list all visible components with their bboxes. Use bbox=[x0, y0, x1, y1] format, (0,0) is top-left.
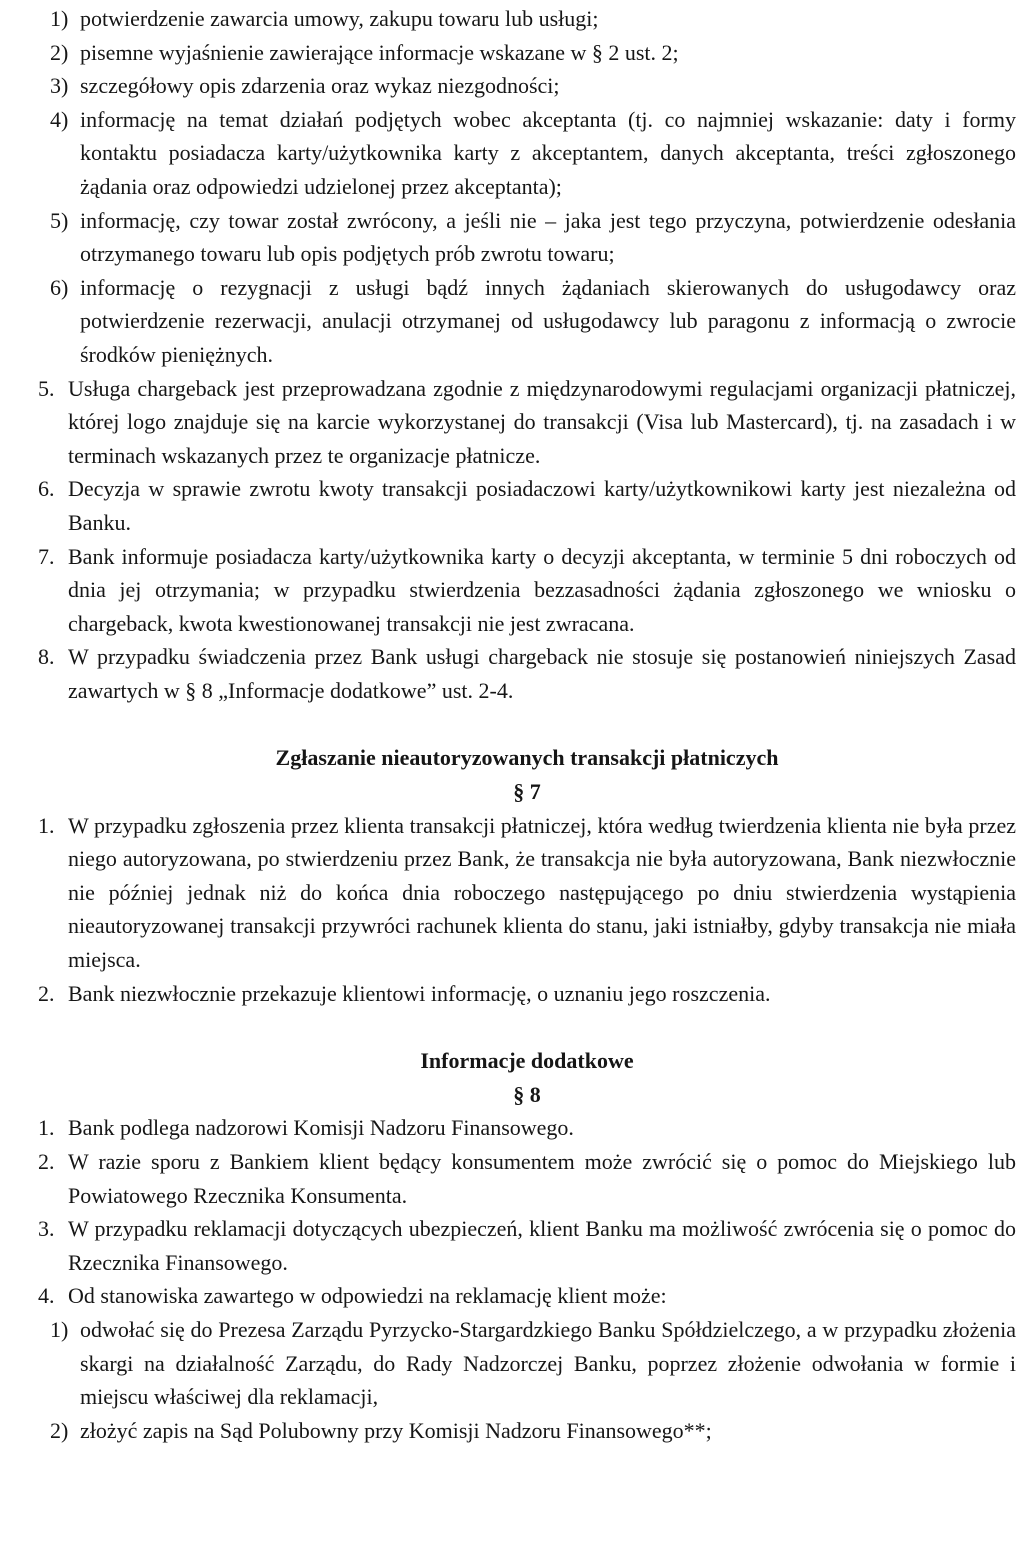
list-item-text: Decyzja w sprawie zwrotu kwoty transakcji posiadaczowi karty/użytkownikowi karty jest niezależna od Banku. bbox=[68, 476, 1016, 535]
list-item-number: 2. bbox=[38, 1149, 55, 1174]
appeal-options-list bbox=[38, 1313, 1016, 1447]
list-item-text: informację o rezygnacji z usługi bądź innych żądaniach skierowanych do usługodawcy oraz potwierdzenie rezerwacji, anulacji otrzymanej od usługodawcy lub paragonu z informacją o zwrocie środków pieniężnych. bbox=[80, 274, 1016, 367]
list-item-number: 1) bbox=[50, 1316, 69, 1342]
section-heading: Informacje dodatkowe bbox=[420, 1048, 634, 1074]
paragraph-number: § 7 bbox=[513, 779, 541, 805]
list-item-number: 6) bbox=[50, 274, 69, 300]
list-item-text: Od stanowiska zawartego w odpowiedzi na reklamację klient może: bbox=[68, 1283, 667, 1309]
list-item-text: szczegółowy opis zdarzenia oraz wykaz niezgodności; bbox=[80, 73, 560, 99]
chargeback-rules-list bbox=[38, 372, 1016, 708]
list-item-number: 7. bbox=[38, 543, 55, 569]
list-item bbox=[38, 1212, 1016, 1279]
additional-info-list bbox=[38, 1111, 1016, 1313]
list-item bbox=[38, 472, 1016, 539]
list-item-number: 2) bbox=[50, 39, 69, 65]
list-item bbox=[38, 977, 1016, 1011]
list-item bbox=[50, 204, 1016, 271]
list-item bbox=[38, 372, 1016, 473]
list-item-text: Usługa chargeback jest przeprowadzana zgodnie z międzynarodowymi regulacjami organizacji płatniczej, której logo znajduje się na karcie wykorzystanej do transakcji (Visa lub Mastercard), tj. na zasadach i w terminach wskazanych przez te organizacje płatnicze. bbox=[68, 375, 1016, 468]
list-item-text: odwołać się do Prezesa Zarządu Pyrzycko-Stargardzkiego Banku Spółdzielczego, a w przypadku złożenia skargi na działalność Zarządu, do Rady Nadzorczej Banku, poprzez złożenie odwołania w formie i miejscu właściwej dla reklamacji, bbox=[80, 1316, 1016, 1410]
section-heading: Zgłaszanie nieautoryzowanych transakcji płatniczych bbox=[275, 745, 779, 771]
list-item-text: Bank informuje posiadacza karty/użytkownika karty o decyzji akceptanta, w terminie 5 dni roboczych od dnia jej otrzymania; w przypadku stwierdzenia bezzasadności żądania zgłoszonego we wniosku o chargeback, kwota kwestionowanej transakcji nie jest zwracana. bbox=[68, 543, 1016, 636]
paragraph-number: § 8 bbox=[513, 1081, 541, 1107]
list-item bbox=[50, 1313, 1016, 1414]
list-item-number: 1) bbox=[50, 6, 69, 31]
list-item-text: W przypadku reklamacji dotyczących ubezpieczeń, klient Banku ma możliwość zwrócenia się o pomoc do Rzecznika Finansowego. bbox=[68, 1216, 1016, 1275]
list-item-text: W przypadku zgłoszenia przez klienta transakcji płatniczej, która według twierdzenia klienta nie była przez niego autoryzowana, po stwierdzeniu przez Bank, że transakcja nie była autoryzowana, Bank niezwłocznie nie później jednak niż do końca dnia roboczego następującego po dniu stwierdzenia wystąpienia nieautoryzowanej transakcji przywróci rachunek klienta do stanu, jaki istniałby, gdyby transakcja nie miała miejsca. bbox=[68, 812, 1016, 973]
list-item bbox=[38, 1145, 1016, 1212]
list-item-number: 3. bbox=[38, 1216, 55, 1242]
required-documents-list bbox=[38, 2, 1016, 372]
list-item bbox=[50, 69, 1016, 103]
list-item bbox=[50, 2, 1016, 36]
list-item-number: 2. bbox=[38, 980, 55, 1006]
list-item-text: W przypadku świadczenia przez Bank usługi chargeback nie stosuje się postanowień niniejszych Zasad zawartych w § 8 „Informacje dodatkowe” ust. 2-4. bbox=[68, 644, 1016, 703]
list-item bbox=[50, 1414, 1016, 1448]
list-item-number: 2) bbox=[50, 1417, 69, 1443]
list-item-number: 5) bbox=[50, 207, 69, 233]
list-item-text: informację na temat działań podjętych wobec akceptanta (tj. co najmniej wskazanie: daty i formy kontaktu posiadacza karty/użytkownika karty z akceptantem, danych akceptanta, treści zgłoszonego żądania oraz odpowiedzi udzielonej przez akceptanta); bbox=[80, 106, 1016, 199]
list-item-number: 3) bbox=[50, 73, 69, 99]
list-item bbox=[50, 271, 1016, 372]
list-item-number: 1. bbox=[38, 812, 55, 838]
list-item-number: 8. bbox=[38, 644, 55, 670]
list-item-text: Bank podlega nadzorowi Komisji Nadzoru Finansowego. bbox=[68, 1115, 574, 1141]
list-item bbox=[38, 540, 1016, 641]
list-item bbox=[50, 103, 1016, 204]
list-item-text: W razie sporu z Bankiem klient będący konsumentem może zwrócić się o pomoc do Miejskiego lub Powiatowego Rzecznika Konsumenta. bbox=[68, 1149, 1016, 1208]
list-item-text: potwierdzenie zawarcia umowy, zakupu towaru lub usługi; bbox=[80, 6, 599, 31]
list-item bbox=[38, 1279, 1016, 1313]
list-item-text: złożyć zapis na Sąd Polubowny przy Komisji Nadzoru Finansowego**; bbox=[80, 1417, 712, 1443]
unauthorized-transactions-list bbox=[38, 809, 1016, 1011]
list-item bbox=[38, 809, 1016, 977]
list-item-text: informację, czy towar został zwrócony, a jeśli nie – jaka jest tego przyczyna, potwierdzenie odesłania otrzymanego towaru lub opis podjętych prób zwrotu towaru; bbox=[80, 207, 1016, 267]
list-item bbox=[50, 36, 1016, 70]
list-item-text: pisemne wyjaśnienie zawierające informacje wskazane w § 2 ust. 2; bbox=[80, 39, 679, 65]
list-item-number: 1. bbox=[38, 1115, 55, 1141]
list-item bbox=[38, 640, 1016, 707]
list-item-number: 4) bbox=[50, 106, 69, 132]
list-item-number: 5. bbox=[38, 375, 55, 401]
list-item-text: Bank niezwłocznie przekazuje klientowi informację, o uznaniu jego roszczenia. bbox=[68, 980, 771, 1006]
list-item bbox=[38, 1111, 1016, 1145]
list-item-number: 4. bbox=[38, 1283, 55, 1309]
list-item-number: 6. bbox=[38, 476, 55, 502]
